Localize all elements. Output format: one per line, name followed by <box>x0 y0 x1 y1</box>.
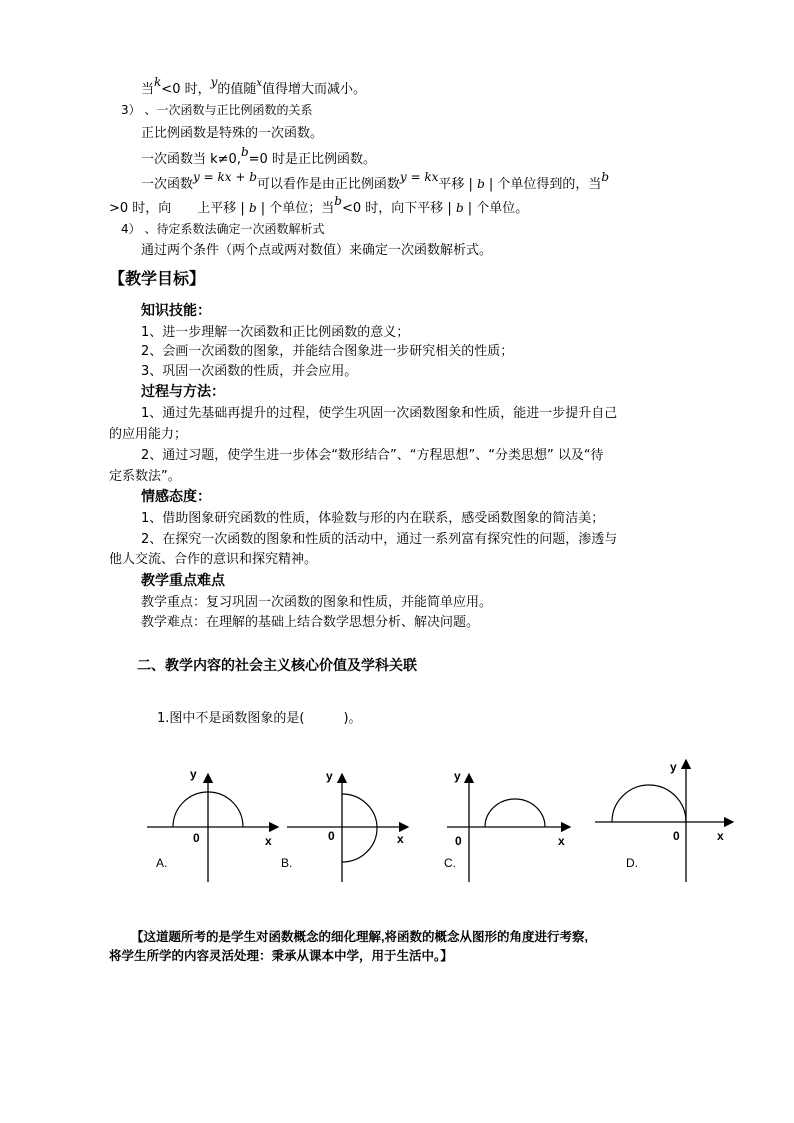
monotonic-line <box>141 75 367 100</box>
text: 可以看作是由正比例函数 <box>256 177 400 192</box>
section-4-title: 4） 、待定系数法确定一次函数解析式 <box>121 222 325 236</box>
s3-line-3 <box>141 170 610 194</box>
graph-d <box>595 760 733 882</box>
text: | 个单位；当 <box>256 201 335 216</box>
var-b: b <box>248 201 257 215</box>
text: 当 <box>141 82 155 97</box>
graph-b <box>281 769 408 882</box>
origin-label: 0 <box>193 831 200 845</box>
var-b: b <box>477 177 485 191</box>
attitude-item-2b: 他人交流、合作的意识和探究精神。 <box>109 552 318 567</box>
var-x: x <box>256 78 263 89</box>
x-label: x <box>717 829 724 843</box>
origin-label: 0 <box>328 829 335 843</box>
semicircle-curve <box>612 785 686 822</box>
text: 值得增大而减小。 <box>262 82 367 97</box>
attitude-title: 情感态度： <box>141 489 211 505</box>
var-b: b <box>455 201 464 215</box>
knowledge-title: 知识技能： <box>141 303 211 319</box>
option-label-a: A. <box>156 856 168 870</box>
option-label-b: B. <box>281 856 293 870</box>
text: 平移 | <box>438 177 478 192</box>
y-label: y <box>454 769 461 783</box>
equation-proportional: y = kx <box>399 170 439 184</box>
text: 一次函数当 k≠0, <box>141 152 241 167</box>
var-b: b <box>240 145 249 159</box>
attitude-item-1: 1、借助图象研究函数的性质，体验数与形的内在联系，感受函数图象的简洁美； <box>141 511 605 526</box>
text: 一次函数 <box>141 177 194 192</box>
attitude-item-2a: 2、在探究一次函数的图象和性质的活动中，通过一系列富有探究性的问题，渗透与 <box>141 532 618 547</box>
origin-label: 0 <box>673 829 680 843</box>
focus-difficulty: 教学难点：在理解的基础上结合数学思想分析、解决问题。 <box>141 615 480 630</box>
option-label-c: C. <box>444 856 456 870</box>
text: <0 时， <box>161 82 211 97</box>
y-label: y <box>190 767 197 781</box>
var-b: b <box>601 170 610 184</box>
focus-title: 教学重点难点 <box>141 573 225 589</box>
process-title: 过程与方法： <box>141 384 225 400</box>
semicircle-curve <box>485 799 545 827</box>
graph-c <box>444 769 570 882</box>
graph-a <box>147 767 278 882</box>
focus-key: 教学重点：复习巩固一次函数的图象和性质，并能简单应用。 <box>141 595 493 610</box>
process-item-1a: 1、通过先基础再提升的过程，使学生巩固一次函数图象和性质，能进一步提升自己 <box>141 406 618 421</box>
option-label-d: D. <box>626 856 638 870</box>
process-item-2a: 2、通过习题，使学生进一步体会“数形结合”、“方程思想”、“分类思想” 以及“待 <box>141 448 604 463</box>
knowledge-item-1: 1、进一步理解一次函数和正比例函数的意义； <box>141 325 410 340</box>
section-3-title: 3） 、一次函数与正比例函数的关系 <box>121 103 313 117</box>
question-1: 1.图中不是函数图象的是( )。 <box>157 711 362 726</box>
s4-line-1: 通过两个条件（两个点或两对数值）来确定一次函数解析式。 <box>141 243 493 258</box>
var-b: b <box>334 194 342 208</box>
s3-line-1: 正比例函数是特殊的一次函数。 <box>141 126 324 141</box>
function-graphs-figure <box>0 750 794 930</box>
goals-header: 【教学目标】 <box>109 269 206 288</box>
text: 的值随 <box>217 82 257 97</box>
text: | 个单位。 <box>463 201 529 216</box>
x-label: x <box>558 834 565 848</box>
s3-line-4 <box>109 194 529 218</box>
y-label: y <box>670 760 677 774</box>
y-label: y <box>326 769 333 783</box>
origin-label: 0 <box>455 834 462 848</box>
note-line-1: 【这道题所考的是学生对函数概念的细化理解,将函数的概念从图形的角度进行考察, <box>131 930 588 944</box>
equation-linear: y = kx + b <box>193 170 257 184</box>
text: =0 时是正比例函数。 <box>248 152 376 167</box>
text: <0 时，向下平移 | <box>341 201 456 216</box>
section-2-title: 二、教学内容的社会主义核心价值及学科关联 <box>137 658 417 674</box>
var-k: k <box>154 75 162 89</box>
s3-line-2 <box>141 145 376 169</box>
semicircle-curve <box>342 794 377 862</box>
text: >0 时，向 上平移 | <box>109 201 249 216</box>
x-label: x <box>397 832 404 846</box>
x-label: x <box>265 834 272 848</box>
note-line-2: 将学生所学的内容灵活处理：秉承从课本中学，用于生活中。】 <box>109 949 453 963</box>
knowledge-item-3: 3、巩固一次函数的性质，并会应用。 <box>141 364 358 379</box>
process-item-2b: 定系数法”。 <box>109 469 181 484</box>
process-item-1b: 的应用能力； <box>109 427 188 442</box>
knowledge-item-2: 2、会画一次函数的图象，并能结合图象进一步研究相关的性质； <box>141 344 514 359</box>
text: | 个单位得到的，当 <box>484 177 602 192</box>
var-y: y <box>210 75 218 89</box>
